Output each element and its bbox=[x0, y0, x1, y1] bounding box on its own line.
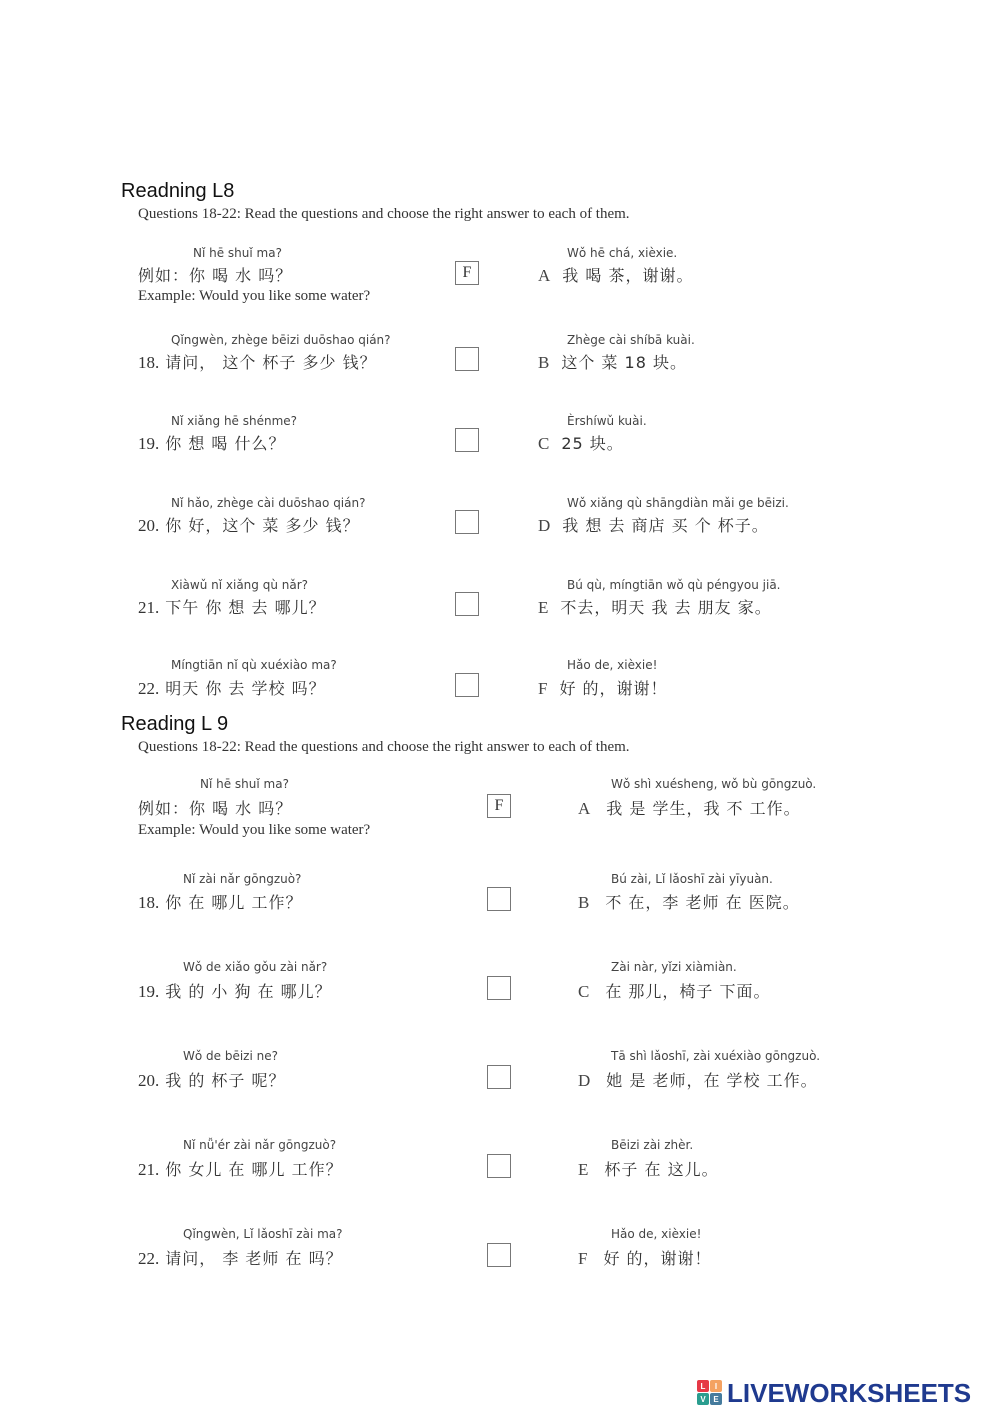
answer-pinyin: Hǎo de, xièxie! bbox=[567, 658, 658, 672]
answer-box-20[interactable] bbox=[487, 1065, 511, 1089]
question-21 bbox=[138, 1157, 343, 1180]
question-number: 21. bbox=[138, 598, 160, 617]
question-hanzi: 下午 你 想 去 哪儿？ bbox=[165, 598, 326, 617]
answer-hanzi: 我 想 去 商店 买 个 杯子。 bbox=[562, 516, 769, 535]
answer-letter: D bbox=[578, 1071, 591, 1090]
question-18 bbox=[138, 350, 377, 373]
question-number: 19. bbox=[138, 982, 160, 1001]
answer-hanzi: 不 在，李 老师 在 医院。 bbox=[605, 893, 800, 912]
answer-letter: B bbox=[578, 893, 590, 912]
answer-option-f bbox=[578, 1246, 712, 1269]
answer-box-22[interactable] bbox=[487, 1243, 511, 1267]
answer-hanzi: 杯子 在 这儿。 bbox=[604, 1160, 719, 1179]
answer-hanzi: 好 的，谢谢！ bbox=[603, 1249, 712, 1268]
answer-box-22[interactable] bbox=[455, 673, 479, 697]
svg-text:L: L bbox=[700, 1382, 706, 1391]
section-title-l9: Reading L 9 bbox=[121, 713, 229, 735]
answer-hanzi: 我 喝 茶，谢谢。 bbox=[562, 266, 694, 285]
question-19 bbox=[138, 431, 286, 454]
question-pinyin: Nǐ hǎo, zhège cài duōshao qián? bbox=[171, 496, 366, 510]
answer-hanzi: 她 是 老师，在 学校 工作。 bbox=[606, 1071, 818, 1090]
question-number: 18. bbox=[138, 353, 160, 372]
question-pinyin: Nǐ zài nǎr gōngzuò? bbox=[183, 872, 302, 886]
answer-option-e bbox=[538, 595, 772, 618]
question-pinyin: Qǐngwèn, Lǐ lǎoshī zài ma? bbox=[183, 1227, 343, 1241]
question-number: 22. bbox=[138, 1249, 160, 1268]
question-number: 22. bbox=[138, 679, 160, 698]
answer-option-d bbox=[538, 513, 769, 536]
answer-box-21[interactable] bbox=[487, 1154, 511, 1178]
answer-option-f bbox=[538, 676, 668, 699]
question-21 bbox=[138, 595, 326, 618]
svg-text:I: I bbox=[714, 1382, 718, 1391]
answer-box-18[interactable] bbox=[487, 887, 511, 911]
answer-pinyin: Tā shì lǎoshī, zài xuéxiào gōngzuò. bbox=[611, 1049, 821, 1063]
answer-letter: E bbox=[578, 1160, 589, 1179]
answer-option-e bbox=[578, 1157, 719, 1180]
question-pinyin: Míngtiān nǐ qù xuéxiào ma? bbox=[171, 658, 337, 672]
question-20 bbox=[138, 513, 360, 536]
answer-option-d bbox=[578, 1068, 818, 1091]
answer-option-c bbox=[538, 431, 624, 454]
answer-box-21[interactable] bbox=[455, 592, 479, 616]
example-hanzi: 例如：你 喝 水 吗？ bbox=[138, 266, 293, 285]
example-hanzi: 例如：你 喝 水 吗？ bbox=[138, 799, 293, 818]
answer-pinyin: Bú qù, míngtiān wǒ qù péngyou jiā. bbox=[567, 578, 781, 592]
answer-hanzi: 在 那儿，椅子 下面。 bbox=[605, 982, 771, 1001]
answer-pinyin: Zài nàr, yǐzi xiàmiàn. bbox=[611, 960, 737, 974]
answer-option-b bbox=[578, 890, 800, 913]
answer-pinyin: Wǒ hē chá, xièxie. bbox=[567, 246, 678, 260]
question-18 bbox=[138, 890, 303, 913]
logo-text: LIVEWORKSHEETS bbox=[727, 1378, 972, 1408]
answer-option-c bbox=[578, 979, 771, 1002]
question-hanzi: 你 好，这个 菜 多少 钱？ bbox=[165, 516, 360, 535]
answer-letter: C bbox=[578, 982, 590, 1001]
answer-letter: F bbox=[578, 1249, 588, 1268]
answer-letter: E bbox=[538, 598, 549, 617]
answer-hanzi: 好 的，谢谢！ bbox=[559, 679, 668, 698]
answer-box-20[interactable] bbox=[455, 510, 479, 534]
answer-option-a bbox=[538, 263, 693, 286]
answer-letter: B bbox=[538, 353, 550, 372]
question-hanzi: 我 的 小 狗 在 哪儿？ bbox=[165, 982, 332, 1001]
svg-text:E: E bbox=[713, 1395, 719, 1404]
question-hanzi: 你 想 喝 什么？ bbox=[165, 434, 286, 453]
answer-letter: D bbox=[538, 516, 551, 535]
question-number: 18. bbox=[138, 893, 160, 912]
question-number: 19. bbox=[138, 434, 160, 453]
example-pinyin: Nǐ hē shuǐ ma? bbox=[193, 246, 282, 260]
answer-hanzi: 这个 菜 18 块。 bbox=[561, 353, 687, 372]
answer-pinyin: Wǒ shì xuésheng, wǒ bù gōngzuò. bbox=[611, 777, 817, 791]
answer-pinyin: Èrshíwǔ kuài. bbox=[567, 414, 647, 428]
logo-mark-icon bbox=[697, 1380, 723, 1406]
question-pinyin: Wǒ de xiǎo gǒu zài nǎr? bbox=[183, 960, 328, 974]
question-number: 20. bbox=[138, 1071, 160, 1090]
question-pinyin: Nǐ nǚ'ér zài nǎr gōngzuò? bbox=[183, 1138, 337, 1152]
question-hanzi: 你 在 哪儿 工作？ bbox=[165, 893, 303, 912]
answer-pinyin: Bú zài, Lǐ lǎoshī zài yīyuàn. bbox=[611, 872, 773, 886]
answer-hanzi: 25 块。 bbox=[561, 434, 624, 453]
answer-pinyin: Wǒ xiǎng qù shāngdiàn mǎi ge bēizi. bbox=[567, 496, 789, 510]
answer-letter: A bbox=[538, 266, 551, 285]
answer-box-18[interactable] bbox=[455, 347, 479, 371]
answer-letter: F bbox=[538, 679, 548, 698]
example-answer-box: F bbox=[455, 261, 479, 285]
example-english: Example: Would you like some water? bbox=[138, 822, 371, 838]
question-number: 20. bbox=[138, 516, 160, 535]
question-pinyin: Nǐ xiǎng hē shénme? bbox=[171, 414, 298, 428]
answer-option-b bbox=[538, 350, 687, 373]
instructions-l9: Questions 18-22: Read the questions and choose the right answer to each of them. bbox=[138, 739, 630, 755]
section-title-l8: Readning L8 bbox=[121, 180, 235, 202]
example-answer-box: F bbox=[487, 794, 511, 818]
question-pinyin: Qǐngwèn, zhège bēizi duōshao qián? bbox=[171, 333, 391, 347]
answer-letter: A bbox=[578, 799, 591, 818]
question-19 bbox=[138, 979, 332, 1002]
svg-text:V: V bbox=[700, 1395, 706, 1404]
question-hanzi: 请问， 这个 杯子 多少 钱？ bbox=[165, 353, 377, 372]
question-hanzi: 明天 你 去 学校 吗？ bbox=[165, 679, 326, 698]
answer-letter: C bbox=[538, 434, 550, 453]
example-pinyin: Nǐ hē shuǐ ma? bbox=[200, 777, 289, 791]
question-number: 21. bbox=[138, 1160, 160, 1179]
question-22 bbox=[138, 676, 326, 699]
question-pinyin: Xiàwǔ nǐ xiǎng qù nǎr? bbox=[171, 578, 309, 592]
answer-pinyin: Bēizi zài zhèr. bbox=[611, 1138, 694, 1152]
question-20 bbox=[138, 1068, 286, 1091]
answer-option-a bbox=[578, 796, 801, 819]
question-22 bbox=[138, 1246, 343, 1269]
answer-pinyin: Hǎo de, xièxie! bbox=[611, 1227, 702, 1241]
answer-pinyin: Zhège cài shíbā kuài. bbox=[567, 333, 695, 347]
example-english: Example: Would you like some water? bbox=[138, 288, 371, 304]
answer-hanzi: 不去，明天 我 去 朋友 家。 bbox=[560, 598, 772, 617]
answer-hanzi: 我 是 学生，我 不 工作。 bbox=[606, 799, 801, 818]
question-hanzi: 我 的 杯子 呢？ bbox=[165, 1071, 286, 1090]
answer-box-19[interactable] bbox=[487, 976, 511, 1000]
question-hanzi: 你 女儿 在 哪儿 工作？ bbox=[165, 1160, 343, 1179]
question-hanzi: 请问， 李 老师 在 吗？ bbox=[165, 1249, 343, 1268]
question-pinyin: Wǒ de bēizi ne? bbox=[183, 1049, 278, 1063]
instructions-l8: Questions 18-22: Read the questions and choose the right answer to each of them. bbox=[138, 206, 630, 222]
answer-box-19[interactable] bbox=[455, 428, 479, 452]
